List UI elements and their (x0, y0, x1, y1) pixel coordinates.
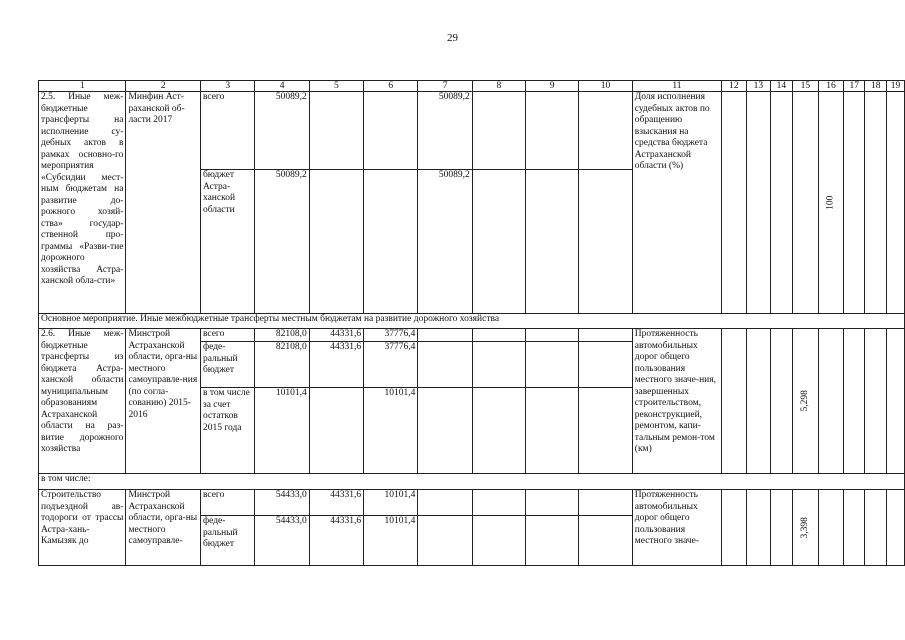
source-label: в том числе за счет остатков 2015 года (200, 388, 254, 474)
col-header: 10 (579, 81, 632, 92)
sub-row-executor: Минстрой Астраханской области, орга-ны местного самоуправле- (126, 490, 201, 566)
indicator-value: 3,398 (799, 516, 810, 539)
row-2-6-executor: Минстрой Астраханской области, орга-ны местного самоуправле-ния (по согла-сованию) 2015-2016 (126, 329, 201, 474)
col-header: 9 (526, 81, 579, 92)
source-label: всего (200, 329, 254, 342)
col-header: 8 (472, 81, 525, 92)
cell-value: 37776,4 (364, 342, 418, 388)
sub-row-indicator: Протяженность автомобильных дорог общего пользования местного значе- (632, 490, 721, 566)
cell-value: 50089,2 (255, 170, 309, 314)
cell-value: 82108,0 (255, 342, 309, 388)
column-numbers-row (39, 81, 905, 92)
row-2-6-indicator: Протяженность автомобильных дорог общего пользования местного значе-ния, завершенных строительством, реконструкцией, ремонтом, капи-тальным ремон-том (км) (632, 329, 721, 474)
section-row (39, 474, 905, 490)
indicator-value: 100 (825, 195, 836, 210)
page-number: 29 (447, 32, 458, 44)
cell-value: 50089,2 (418, 92, 472, 170)
col-header: 6 (364, 81, 418, 92)
cell-value: 54433,0 (255, 516, 309, 566)
cell-value: 44331,6 (309, 329, 363, 342)
source-label: феде-ральный бюджет (200, 342, 254, 388)
cell-value: 44331,6 (309, 490, 363, 516)
col-header: 18 (865, 81, 887, 92)
col-header: 3 (200, 81, 254, 92)
indicator-value: 5,298 (799, 390, 810, 412)
cell-value: 82108,0 (255, 329, 309, 342)
cell-value: 44331,6 (309, 516, 363, 566)
col-header: 11 (632, 81, 721, 92)
col-header: 2 (126, 81, 201, 92)
section-row (39, 314, 905, 329)
row-2-5-name: 2.5. Иные меж-бюджетные трансферты на исполнение су-дебных актов в рамках основно-го мероприятия «Субсидии мест-ным бюджетам на развитие до-рожного хозяй-ства» государ-ственной про-граммы «Разви-тие дорожного хозяйства Астра-ханской обла-сти» (39, 92, 126, 314)
row-2-6-name: 2.6. Иные меж-бюджетные трансферты из бюджета Астра-ханской области муниципальным образованиям Астраханской области на раз-витие дорожного хозяйства (39, 329, 126, 474)
col-header: 14 (771, 81, 793, 92)
cell-value: 54433,0 (255, 490, 309, 516)
col-header: 13 (746, 81, 770, 92)
col-header: 5 (309, 81, 363, 92)
main-event-label: Основное мероприятие. Иные межбюджетные трансферты местным бюджетам на развитие дорожного хозяйства (39, 314, 905, 329)
col-header: 15 (792, 81, 818, 92)
source-label: феде-ральный бюджет (200, 516, 254, 566)
budget-table (38, 80, 905, 566)
col-header: 17 (843, 81, 865, 92)
col-header: 12 (722, 81, 746, 92)
cell-value: 10101,4 (364, 490, 418, 516)
including-label: в том числе: (39, 474, 905, 490)
cell-value: 10101,4 (255, 388, 309, 474)
table-row (39, 92, 905, 170)
col-header: 7 (418, 81, 472, 92)
cell-value: 37776,4 (364, 329, 418, 342)
cell-value: 10101,4 (364, 388, 418, 474)
col-header: 4 (255, 81, 309, 92)
cell-value: 10101,4 (364, 516, 418, 566)
cell-value: 44331,6 (309, 342, 363, 388)
col-header: 19 (887, 81, 905, 92)
row-2-5-executor: Минфин Аст-раханской об-ласти 2017 (126, 92, 201, 314)
col-header: 1 (39, 81, 126, 92)
cell-value: 50089,2 (418, 170, 472, 314)
col-header: 16 (819, 81, 844, 92)
table-row (39, 329, 905, 342)
row-2-5-indicator: Доля исполнения судебных актов по обращению взыскания на средства бюджета Астраханской области (%) (632, 92, 721, 314)
source-label: бюджет Астра-ханской области (200, 170, 254, 314)
sub-row-name: Строительство подъездной ав-тодороги от трассы Астра-хань-Камызяк до (39, 490, 126, 566)
table-row (39, 490, 905, 516)
source-label: всего (200, 490, 254, 516)
source-label: всего (200, 92, 254, 170)
cell-value: 50089,2 (255, 92, 309, 170)
